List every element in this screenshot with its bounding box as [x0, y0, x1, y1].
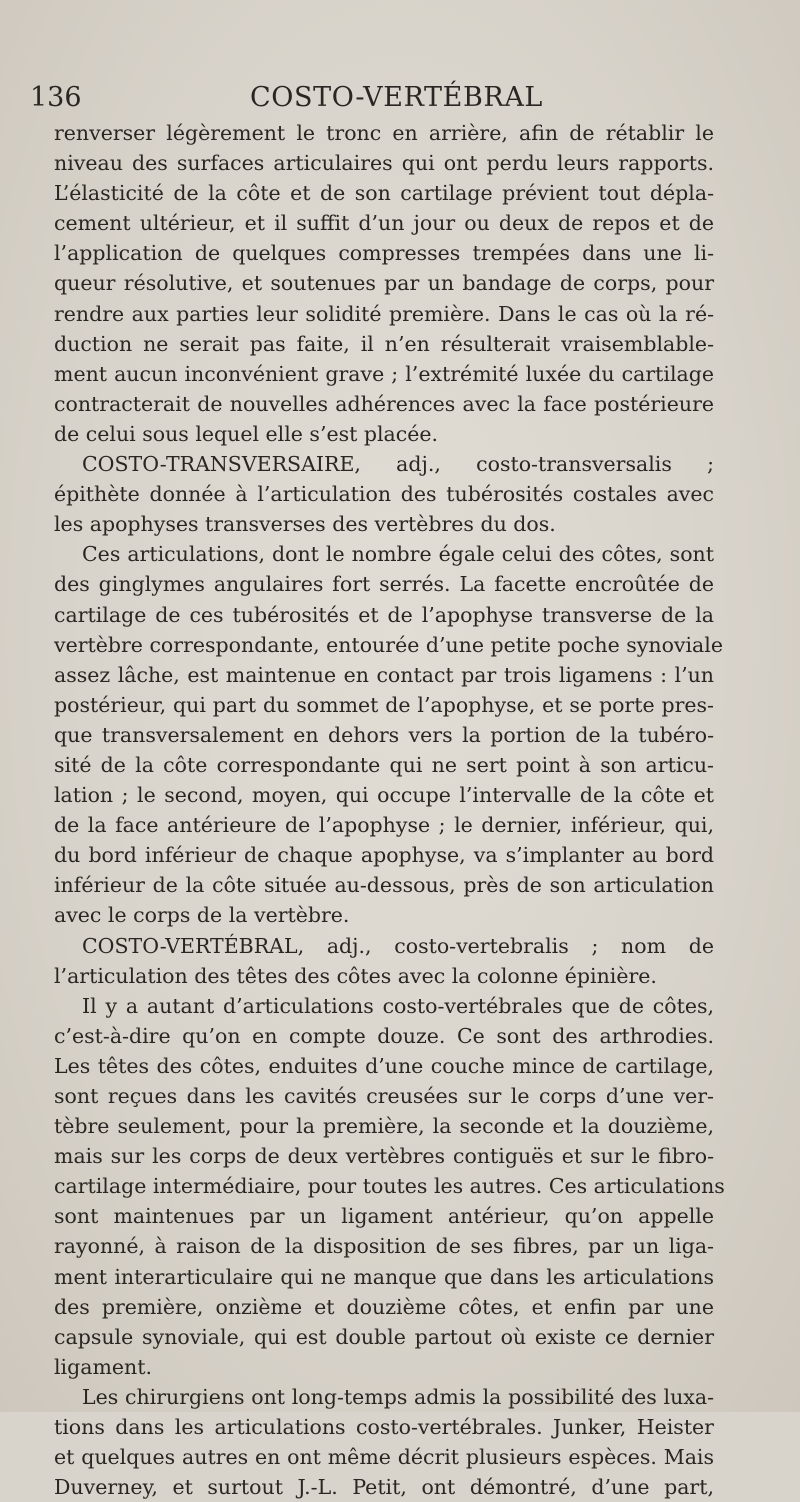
text-line: ligament. — [54, 1354, 152, 1379]
body-text — [54, 118, 725, 1502]
text-line: duction ne serait pas faite, il n’en résulterait vraisemblable- — [54, 331, 714, 356]
text-line: de celui sous lequel elle s’est placée. — [54, 421, 439, 446]
text-line: contracterait de nouvelles adhérences avec la face postérieure — [54, 391, 714, 416]
text-line: Les têtes des côtes, enduites d’une couche mince de cartilage, — [54, 1053, 714, 1078]
text-line: capsule synoviale, qui est double partout où existe ce dernier — [54, 1324, 714, 1349]
text-line: Les chirurgiens ont long-temps admis la possibilité des luxa- — [82, 1384, 714, 1409]
text-line: assez lâche, est maintenue en contact par trois ligamens : l’un — [54, 662, 714, 687]
text-line: l’application de quelques compresses trempées dans une li- — [54, 241, 714, 266]
text-line: sont reçues dans les cavités creusées sur le corps d’une ver- — [54, 1084, 714, 1108]
text-line: rayonné, à raison de la disposition de ses fibres, par un liga- — [54, 1234, 714, 1259]
text-line: du bord inférieur de chaque apophyse, va s’implanter au bord — [54, 843, 714, 868]
text-line: l’articulation des têtes des côtes avec la colonne épinière. — [54, 963, 657, 988]
text-line: vertèbre correspondante, entourée d’une petite poche synoviale — [54, 632, 723, 657]
text-line: Duverney, et surtout J.-L. Petit, ont démontré, d’une part, — [54, 1475, 714, 1500]
text-line: ment interarticulaire qui ne manque que dans les articulations — [54, 1264, 714, 1289]
text-line: des première, onzième et douzième côtes, et enfin par une — [54, 1294, 714, 1319]
text-line: COSTO-VERTÉBRAL, adj., costo-vertebralis ; nom de — [82, 933, 714, 958]
text-line: postérieur, qui part du sommet de l’apophyse, et se porte pres- — [54, 692, 714, 717]
text-line: lation ; le second, moyen, qui occupe l’intervalle de la côte et — [54, 783, 714, 808]
text-line: COSTO-TRANSVERSAIRE, adj., costo-transversalis ; — [82, 452, 714, 477]
text-line: Il y a autant d’articulations costo-vertébrales que de côtes, — [82, 993, 714, 1018]
text-line: de la face antérieure de l’apophyse ; le dernier, inférieur, qui, — [54, 813, 714, 838]
text-line: cartilage intermédiaire, pour toutes les autres. Ces articulations — [54, 1174, 725, 1199]
text-line: niveau des surfaces articulaires qui ont perdu leurs rapports. — [54, 151, 714, 176]
text-line: c’est-à-dire qu’on en compte douze. Ce sont des arthrodies. — [54, 1023, 714, 1048]
text-line: inférieur de la côte située au-dessous, près de son articulation — [54, 873, 714, 898]
text-line: les apophyses transverses des vertèbres du dos. — [54, 512, 556, 537]
text-line: ment aucun inconvénient grave ; l’extrémité luxée du cartilage — [54, 361, 714, 386]
text-line: cement ultérieur, et il suffit d’un jour ou deux de repos et de — [54, 211, 714, 236]
page-number: 136 — [30, 82, 82, 113]
text-line: L’élasticité de la côte et de son cartilage prévient tout dépla- — [54, 181, 714, 206]
text-line: renverser légèrement le tronc en arrière, afin de rétablir le — [54, 121, 714, 145]
text-line: sité de la côte correspondante qui ne sert point à son articu- — [54, 752, 714, 777]
page-header — [30, 78, 700, 118]
text-line: Ces articulations, dont le nombre égale celui des côtes, sont — [82, 542, 714, 567]
text-line: avec le corps de la vertèbre. — [54, 903, 350, 928]
text-line: tèbre seulement, pour la première, la seconde et la douzième, — [54, 1114, 714, 1139]
running-head: COSTO-VERTÉBRAL — [250, 82, 543, 113]
text-line: que transversalement en dehors vers la portion de la tubéro- — [54, 722, 714, 747]
text-line: queur résolutive, et soutenues par un bandage de corps, pour — [54, 271, 714, 296]
text-line: et quelques autres en ont même décrit plusieurs espèces. Mais — [54, 1445, 714, 1470]
text-line: tions dans les articulations costo-vertébrales. Junker, Heister — [54, 1415, 714, 1440]
text-line: des ginglymes angulaires fort serrés. La facette encroûtée de — [54, 572, 714, 597]
text-line: rendre aux parties leur solidité première. Dans le cas où la ré- — [54, 301, 714, 326]
text-line: épithète donnée à l’articulation des tubérosités costales avec — [54, 482, 714, 507]
text-line: sont maintenues par un ligament antérieur, qu’on appelle — [54, 1204, 714, 1229]
text-line: mais sur les corps de deux vertèbres contiguës et sur le fibro- — [54, 1144, 714, 1169]
text-line: cartilage de ces tubérosités et de l’apophyse transverse de la — [54, 602, 714, 627]
